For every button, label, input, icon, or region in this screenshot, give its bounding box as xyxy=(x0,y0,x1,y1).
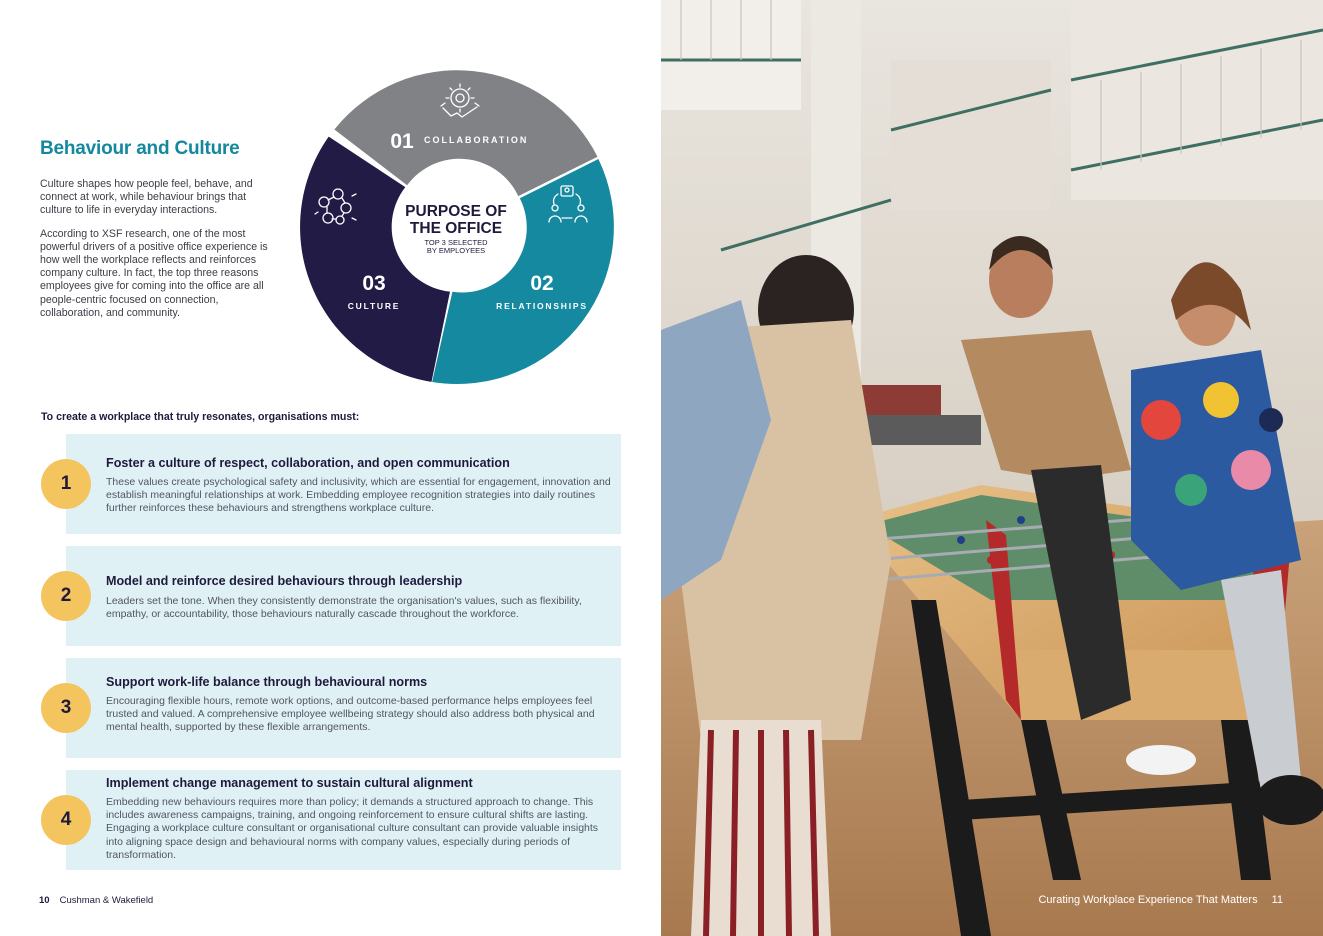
step-card-1 xyxy=(66,434,621,534)
office-photo xyxy=(661,0,1323,936)
step-title-4: Implement change management to sustain cultural alignment xyxy=(106,776,473,790)
step-title-2: Model and reinforce desired behaviours through leadership xyxy=(106,574,463,588)
step-title-3: Support work-life balance through behavioural norms xyxy=(106,675,428,689)
step-title-1: Foster a culture of respect, collaboration, and open communication xyxy=(106,456,510,470)
wheel-center-sub-2: BY EMPLOYEES xyxy=(426,246,486,255)
step-body-1: These values create psychological safety and inclusivity, which are essential for engagement, innovation and establish meaningful relationships at work. Embedding employee recognition strategies into daily routines further reinforces these behaviours and strengthens workplace culture. xyxy=(106,476,611,515)
segment-number-02: 02 xyxy=(530,272,554,295)
step-body-3: Encouraging flexible hours, remote work options, and outcome-based performance helps employees feel trusted and valued. A comprehensive employee wellbeing strategy should also address both physical and mental health, supported by these flexible arrangements. xyxy=(106,695,595,734)
footer-left-page-number: 10 xyxy=(39,895,50,906)
wheel-center-title-1: PURPOSE OF xyxy=(405,203,507,220)
step-body-2: Leaders set the tone. When they consistently demonstrate the organisation's values, such as flexibility, empathy, or accountability, those behaviours naturally cascade throughout the workforce. xyxy=(106,595,582,621)
wheel-center-sub-1: TOP 3 SELECTED xyxy=(424,238,488,247)
intro-paragraph-2: According to XSF research, one of the most powerful drivers of a positive office experience is how well the workplace reflects and reinforces company culture. In fact, the top three reasons employees give for coming into the office are all people-centric focused on connection, collaboration, and community. xyxy=(40,227,268,319)
section-title: Behaviour and Culture xyxy=(40,138,240,159)
intro-paragraph-1: Culture shapes how people feel, behave, and connect at work, while behaviour brings that culture to life in everyday interactions. xyxy=(40,178,253,217)
footer-right-page-number: 11 xyxy=(1271,894,1283,906)
purpose-of-office-wheel xyxy=(298,68,616,386)
segment-number-01: 01 xyxy=(390,130,414,153)
segment-label-collaboration: COLLABORATION xyxy=(424,135,529,145)
step-number-badge-4: 4 xyxy=(41,795,91,845)
step-card-3 xyxy=(66,658,621,758)
step-number-badge-1: 1 xyxy=(41,459,91,509)
footer-left xyxy=(39,895,153,906)
left-page xyxy=(0,0,661,936)
segment-label-relationships: RELATIONSHIPS xyxy=(496,301,588,311)
footer-report-title: Curating Workplace Experience That Matters xyxy=(1038,894,1258,906)
steps-lead-text: To create a workplace that truly resonates, organisations must: xyxy=(41,411,360,423)
foosball-team-photo xyxy=(661,0,1323,936)
step-card-2 xyxy=(66,546,621,646)
segment-number-03: 03 xyxy=(362,272,386,295)
step-number-badge-3: 3 xyxy=(41,683,91,733)
footer-brand: Cushman & Wakefield xyxy=(59,895,154,906)
wheel-center-title-2: THE OFFICE xyxy=(409,220,503,237)
segment-label-culture: CULTURE xyxy=(347,301,401,311)
step-card-4 xyxy=(66,770,621,870)
intro-text xyxy=(40,178,272,330)
step-number-badge-2: 2 xyxy=(41,571,91,621)
step-body-4: Embedding new behaviours requires more than policy; it demands a structured approach to change. This includes awareness campaigns, training, and ongoing reinforcement to ensure cultural shifts are lasting. Engaging a workplace culture consultant or organisational culture consultant can provide valuable insights into aligning space design and behavioural norms with company values, especially during periods of transformation. xyxy=(106,796,599,861)
segment-culture xyxy=(300,137,450,382)
footer-right xyxy=(1038,894,1283,906)
